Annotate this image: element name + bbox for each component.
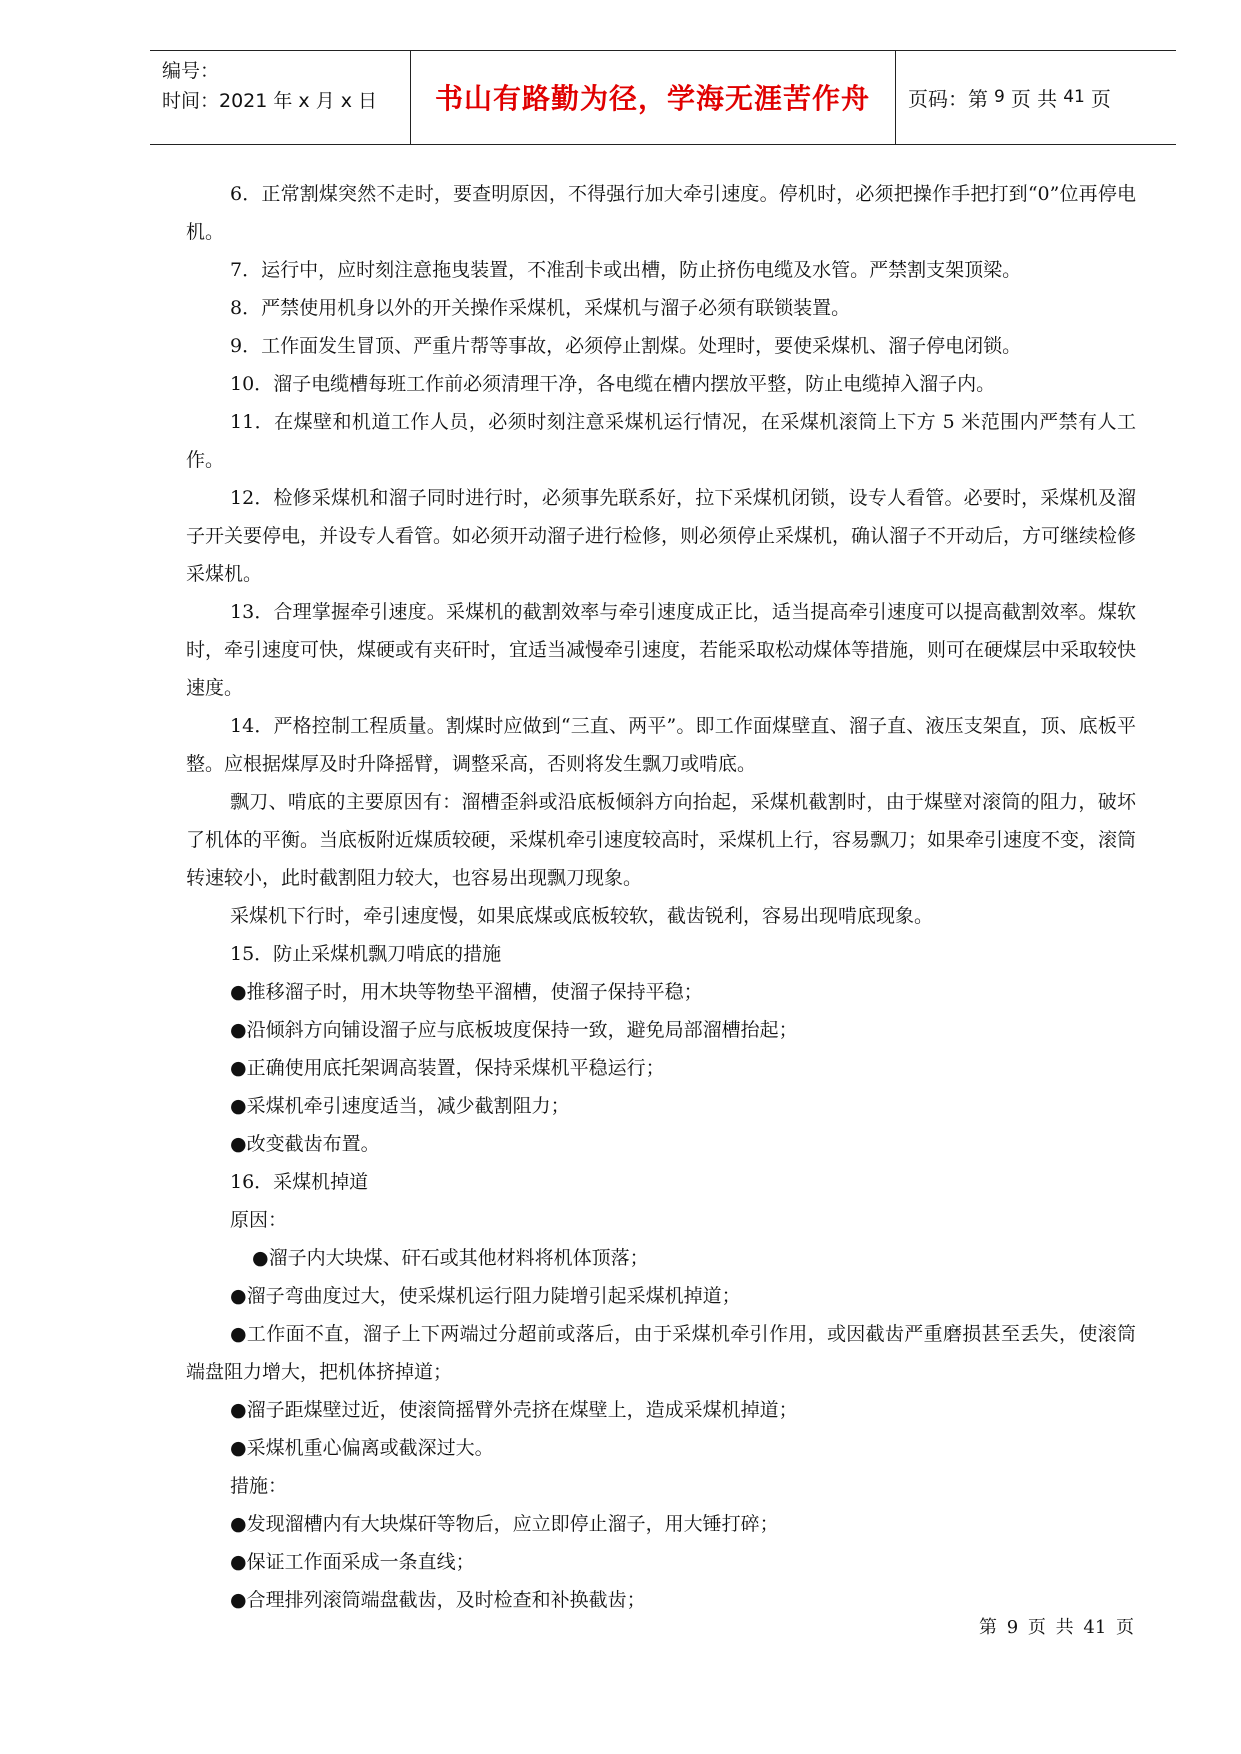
header-meta xyxy=(162,56,377,116)
document-body xyxy=(186,175,1136,1619)
subheading-measures: 措施： xyxy=(230,1475,288,1497)
bullet-item: ●工作面不直，溜子上下两端过分超前或落后，由于采煤机牵引作用，或因截齿严重磨损甚至丢失，使滚筒端盘阻力增大，把机体挤掉道； xyxy=(186,1323,1136,1383)
bullet-item: ●溜子内大块煤、矸石或其他材料将机体顶落； xyxy=(252,1247,649,1269)
header-slogan: 书山有路勤为径，学海无涯苦作舟 xyxy=(434,82,870,115)
bullet-item: ●合理排列滚筒端盘截齿，及时检查和补换截齿； xyxy=(230,1589,646,1611)
paragraph: 12．检修采煤机和溜子同时进行时，必须事先联系好，拉下采煤机闭锁，设专人看管。必要时，采煤机及溜子开关要停电，并设专人看管。如必须开动溜子进行检修，则必须停止采煤机，确认溜子不开动后，方可继续检修采煤机。 xyxy=(186,487,1137,585)
paragraph: 飘刀、啃底的主要原因有：溜槽歪斜或沿底板倾斜方向抬起，采煤机截割时，由于煤壁对滚筒的阻力，破坏了机体的平衡。当底板附近煤质较硬，采煤机牵引速度较高时，采煤机上行，容易飘刀；如果牵引速度不变，滚筒转速较小，此时截割阻力较大，也容易出现飘刀现象。 xyxy=(186,791,1137,889)
paragraph: 7．运行中，应时刻注意拖曳装置，不准刮卡或出槽，防止挤伤电缆及水管。严禁割支架顶梁。 xyxy=(230,259,1022,281)
bullet-item: ●溜子距煤壁过近，使滚筒摇臂外壳挤在煤壁上，造成采煤机掉道； xyxy=(230,1399,798,1421)
bullet-item: ●沿倾斜方向铺设溜子应与底板坡度保持一致，避免局部溜槽抬起； xyxy=(230,1019,798,1041)
document-number-label: 编号： xyxy=(162,60,220,82)
paragraph: 6．正常割煤突然不走时，要查明原因，不得强行加大牵引速度。停机时，必须把操作手把打到“0”位再停电机。 xyxy=(186,183,1136,243)
page-label-suffix: 页 xyxy=(1090,86,1111,111)
section-heading: 15．防止采煤机飘刀啃底的措施 xyxy=(230,943,502,965)
bullet-item: ●改变截齿布置。 xyxy=(230,1133,380,1155)
page-label-prefix: 页码：第 xyxy=(908,86,988,111)
paragraph: 9．工作面发生冒顶、严重片帮等事故，必须停止割煤。处理时，要使采煤机、溜子停电闭锁。 xyxy=(230,335,1022,357)
header-divider-right xyxy=(895,50,896,144)
bullet-item: ●推移溜子时，用木块等物垫平溜槽，使溜子保持平稳； xyxy=(230,981,703,1003)
header-page-info xyxy=(908,50,1111,144)
page-footer: 第 9 页 共 41 页 xyxy=(979,1617,1134,1638)
bullet-item: ●正确使用底托架调高装置，保持采煤机平稳运行； xyxy=(230,1057,665,1079)
page-current: 9 xyxy=(994,87,1005,107)
paragraph: 10．溜子电缆槽每班工作前必须清理干净，各电缆在槽内摆放平整，防止电缆掉入溜子内。 xyxy=(230,373,996,395)
paragraph: 13．合理掌握牵引速度。采煤机的截割效率与牵引速度成正比，适当提高牵引速度可以提高截割效率。煤软时，牵引速度可快，煤硬或有夹矸时，宜适当减慢牵引速度，若能采取松动煤体等措施，则可在硬煤层中采取较快速度。 xyxy=(186,601,1137,699)
bullet-item: ●采煤机牵引速度适当，减少截割阻力； xyxy=(230,1095,570,1117)
paragraph: 采煤机下行时，牵引速度慢，如果底煤或底板较软，截齿锐利，容易出现啃底现象。 xyxy=(230,905,934,927)
document-time-label: 时间：2021 年 x 月 x 日 xyxy=(162,90,378,112)
bullet-item: ●发现溜槽内有大块煤矸等物后，应立即停止溜子，用大锤打碎； xyxy=(230,1513,779,1535)
paragraph: 8．严禁使用机身以外的开关操作采煤机，采煤机与溜子必须有联锁装置。 xyxy=(230,297,851,319)
page-total: 41 xyxy=(1063,87,1085,107)
bullet-item: ●采煤机重心偏离或截深过大。 xyxy=(230,1437,494,1459)
subheading-causes: 原因： xyxy=(230,1209,288,1231)
bullet-item: ●溜子弯曲度过大，使采煤机运行阻力陡增引起采煤机掉道； xyxy=(230,1285,741,1307)
page-label-middle: 页 共 xyxy=(1010,86,1058,111)
paragraph: 11．在煤壁和机道工作人员，必须时刻注意采煤机运行情况，在采煤机滚筒上下方 5 米范围内严禁有人工作。 xyxy=(186,411,1136,471)
page-header xyxy=(150,50,1176,145)
paragraph: 14．严格控制工程质量。割煤时应做到“三直、两平”。即工作面煤壁直、溜子直、液压支架直，顶、底板平整。应根据煤厚及时升降摇臂，调整采高，否则将发生飘刀或啃底。 xyxy=(186,715,1136,775)
bullet-item: ●保证工作面采成一条直线； xyxy=(230,1551,475,1573)
section-heading: 16．采煤机掉道 xyxy=(230,1171,369,1193)
